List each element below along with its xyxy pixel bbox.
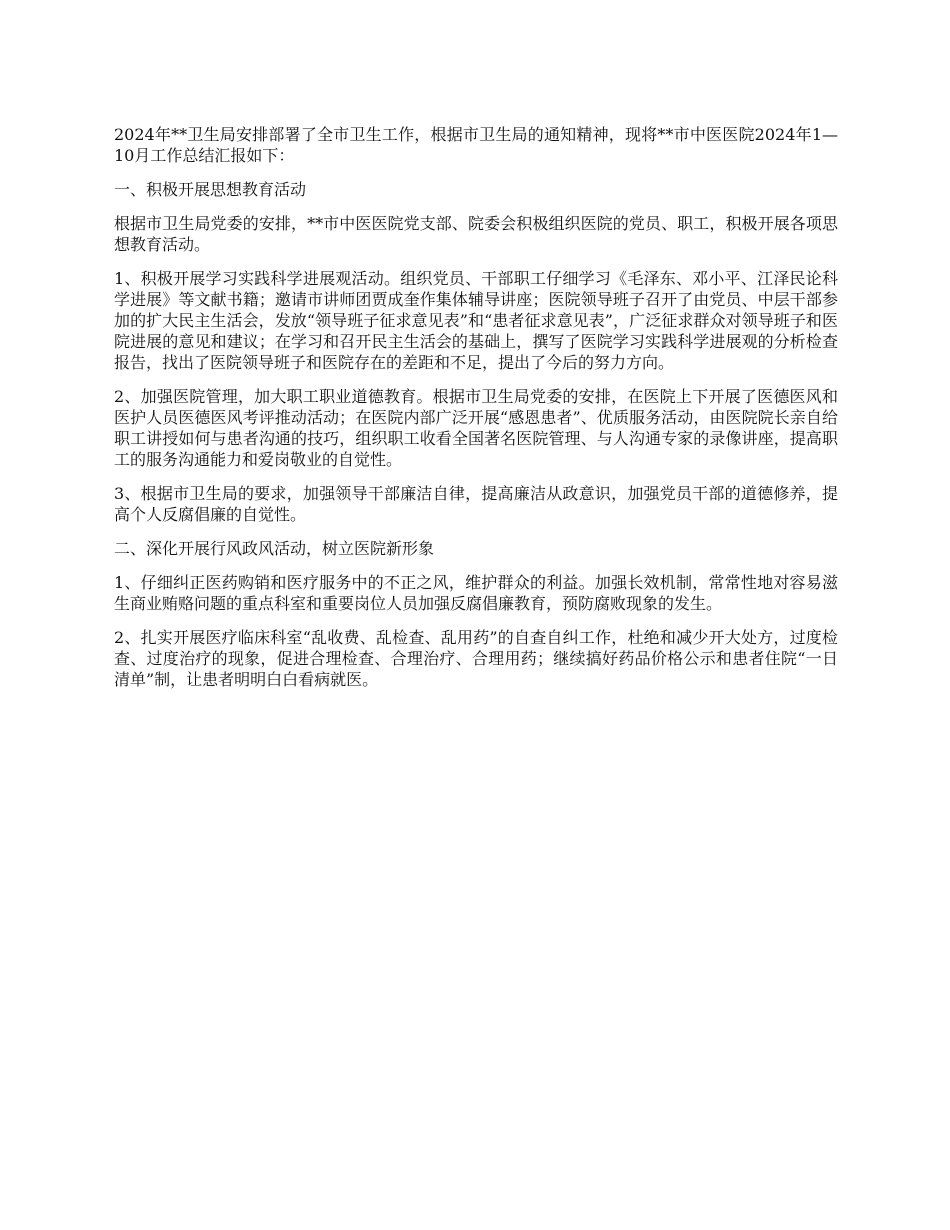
section-1-item-1: 1、积极开展学习实践科学进展观活动。组织党员、干部职工仔细学习《毛泽东、邓小平、江泽民论科学进展》等文献书籍；邀请市讲师团贾成奎作集体辅导讲座；医院领导班子召开了由党员、中层干部参加的扩大民主生活会，发放“领导班子征求意见表”和“患者征求意见表”，广泛征求群众对领导班子和医院进展的意见和建议；在学习和召开民主生活会的基础上，撰写了医院学习实践科学进展观的分析检查报告，找出了医院领导班子和医院存在的差距和不足，提出了今后的努力方向。 bbox=[114, 269, 838, 372]
document-body bbox=[114, 124, 838, 703]
section-heading-1: 一、积极开展思想教育活动 bbox=[114, 180, 307, 199]
section-1-item-2: 2、加强医院管理，加大职工职业道德教育。根据市卫生局党委的安排，在医院上下开展了医德医风和医护人员医德医风考评推动活动；在医院内部广泛开展“感恩患者”、优质服务活动，由医院院长亲自给职工讲授如何与患者沟通的技巧，组织职工收看全国著名医院管理、与人沟通专家的录像讲座，提高职工的服务沟通能力和爱岗敬业的自觉性。 bbox=[114, 387, 838, 469]
section-2-item-1: 1、仔细纠正医药购销和医疗服务中的不正之风，维护群众的利益。加强长效机制，常常性地对容易滋生商业贿赂问题的重点科室和重要岗位人员加强反腐倡廉教育，预防腐败现象的发生。 bbox=[114, 573, 838, 613]
intro-paragraph: 2024年**卫生局安排部署了全市卫生工作，根据市卫生局的通知精神，现将**市中医医院2024年1—10月工作总结汇报如下： bbox=[114, 125, 838, 165]
section-heading-2: 二、深化开展行风政风活动，树立医院新形象 bbox=[114, 539, 435, 558]
section-2-item-2: 2、扎实开展医疗临床科室“乱收费、乱检查、乱用药”的自查自纠工作，杜绝和减少开大处方，过度检查、过度治疗的现象，促进合理检查、合理治疗、合理用药；继续搞好药品价格公示和患者住院“一日清单”制，让患者明明白白看病就医。 bbox=[114, 628, 838, 689]
section-1-intro-paragraph: 根据市卫生局党委的安排，**市中医医院党支部、院委会积极组织医院的党员、职工，积极开展各项思想教育活动。 bbox=[114, 214, 838, 254]
section-1-item-3: 3、根据市卫生局的要求，加强领导干部廉洁自律，提高廉洁从政意识，加强党员干部的道德修养，提高个人反腐倡廉的自觉性。 bbox=[114, 484, 838, 524]
